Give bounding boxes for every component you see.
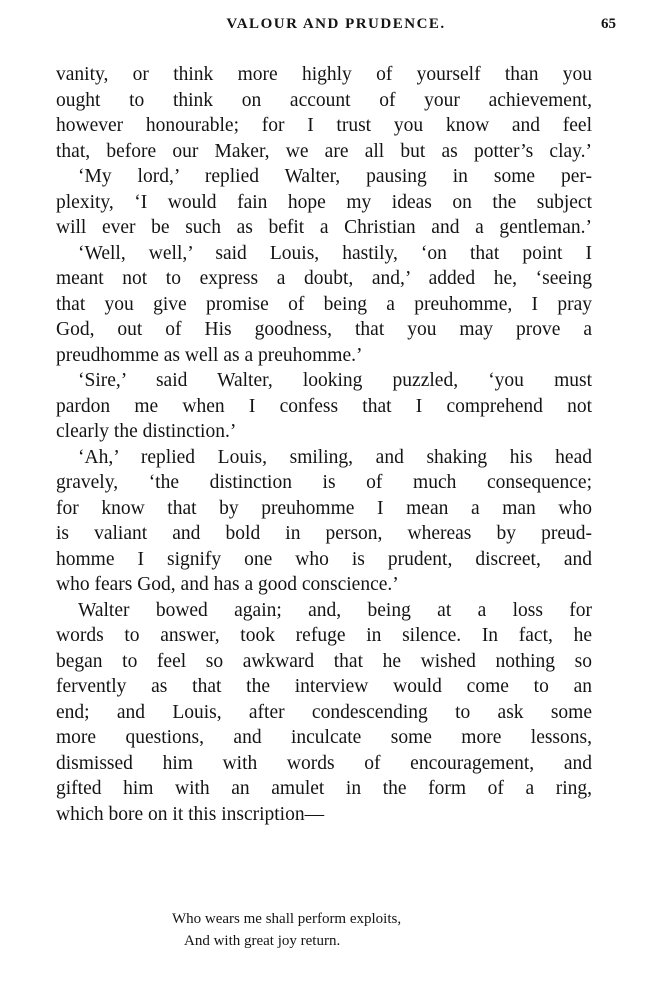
text-line: plexity, ‘I would fain hope my ideas on the subject <box>56 191 592 213</box>
page-header <box>56 16 616 40</box>
text-line: pardon me when I confess that I comprehend not <box>56 395 592 417</box>
text-line: clearly the distinction.’ <box>56 421 237 442</box>
inscription-verse <box>120 908 540 952</box>
text-line: will ever be such as befit a Christian and a gentleman.’ <box>56 217 592 238</box>
text-line: for know that by preuhomme I mean a man who <box>56 497 592 519</box>
body-text <box>56 62 592 827</box>
text-line: ‘Ah,’ replied Louis, smiling, and shaking his head <box>78 446 592 468</box>
text-line: fervently as that the interview would come to an <box>56 676 592 697</box>
text-line: gifted him with an amulet in the form of a ring, <box>56 778 592 799</box>
text-line: dismissed him with words of encouragement, and <box>56 752 592 774</box>
text-line: gravely, ‘the distinction is of much consequence; <box>56 472 592 493</box>
text-line: preudhomme as well as a preuhomme.’ <box>56 344 363 366</box>
text-line: more questions, and inculcate some more lessons, <box>56 727 592 748</box>
text-line: ‘Well, well,’ said Louis, hastily, ‘on that point I <box>78 242 592 264</box>
text-line: words to answer, took refuge in silence. In fact, he <box>56 625 592 646</box>
verse-line: And with great joy return. <box>184 933 341 949</box>
text-line: God, out of His goodness, that you may prove a <box>56 319 592 340</box>
text-line: however honourable; for I trust you know and feel <box>56 115 592 136</box>
text-line: began to feel so awkward that he wished nothing so <box>56 650 592 672</box>
text-line: that, before our Maker, we are all but as potter’s clay.’ <box>56 140 592 162</box>
text-line: ‘Sire,’ said Walter, looking puzzled, ‘you must <box>78 370 592 391</box>
text-line: meant not to express a doubt, and,’ added he, ‘seeing <box>56 268 592 289</box>
text-line: ought to think on account of your achievement, <box>56 89 592 111</box>
text-line: ‘My lord,’ replied Walter, pausing in some per- <box>78 166 592 187</box>
page-number: 65 <box>601 16 616 32</box>
text-line: homme I signify one who is prudent, discreet, and <box>56 548 592 570</box>
text-line: which bore on it this inscription— <box>56 803 325 825</box>
text-line: who fears God, and has a good conscience.’ <box>56 574 399 595</box>
text-line: end; and Louis, after condescending to ask some <box>56 701 592 723</box>
text-line: Walter bowed again; and, being at a loss for <box>78 599 592 621</box>
text-line: vanity, or think more highly of yourself than you <box>56 64 592 85</box>
running-title: VALOUR AND PRUDENCE. <box>226 16 446 32</box>
text-line: that you give promise of being a preuhomme, I pray <box>56 293 592 315</box>
verse-line: Who wears me shall perform exploits, <box>172 911 402 927</box>
text-line: is valiant and bold in person, whereas by preud- <box>56 523 592 544</box>
